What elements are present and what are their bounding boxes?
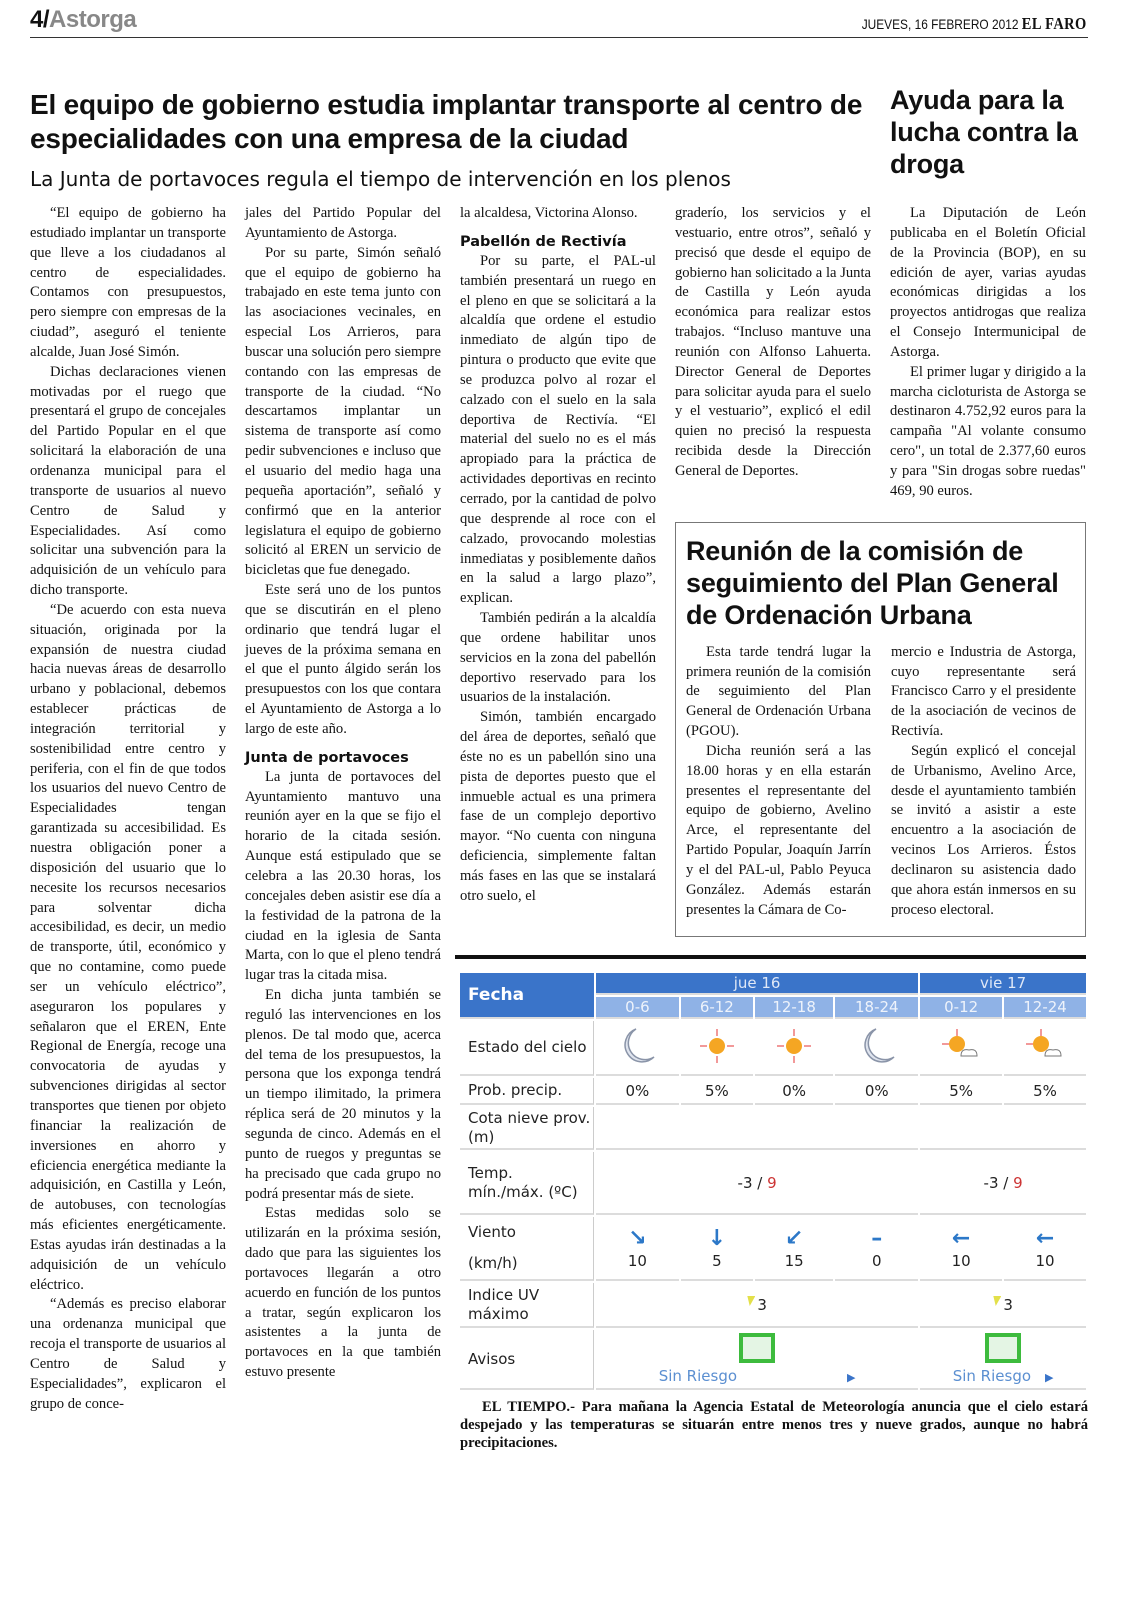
temp-cell: -3 / 9: [920, 1152, 1086, 1215]
paragraph: Por su parte, Simón señaló que el equipo de gobierno ha trabajado en este tema junto con las asociaciones vecinales, en especial Los Arrieros, para buscar una solución pero siempre contando con las empresas de transporte de la ciudad. “No descartamos implantar un sistema de transporte así como pedir subvenciones e incluso que el usuario del medio haga una pequeña aportación”, señaló y confirmó que en la anterior legislatura el equipo de gobierno solicitó al EREN un servicio de bicicletas que fue denegado.: [245, 244, 441, 579]
wind-cell: [835, 1217, 918, 1281]
no-risk-icon: [739, 1333, 775, 1363]
wind-arrow-icon: ↘: [628, 1226, 647, 1252]
paragraph: “Además es preciso elaborar una ordenanza municipal que recoja el transporte de usuarios al Centro de Salud y Especialidades”, explicaron el grupo de conce-: [30, 1296, 226, 1412]
box-headline: Reunión de la comisión de seguimiento del Plan General de Ordenación Urbana: [686, 535, 1059, 630]
row-label: Temp. mín./máx. (ºC): [460, 1152, 594, 1215]
paragraph: Esta tarde tendrá lugar la primera reunión de la comisión de seguimiento del Plan General de Ordenación Urbana (PGOU).: [686, 643, 871, 740]
wind-arrow-icon: ←: [1035, 1226, 1055, 1252]
period-header: 0-12: [920, 997, 1002, 1019]
paragraph: La junta de portavoces del Ayuntamiento mantuvo una reunión ayer en la que se fijo el horario de la citada sesión. Aunque está estipulado que se celebra a las 20.30 horas, los concejales deben asistir ese día a la festividad de la patrona de la ciudad en la iglesia de Santa Marta, con lo que el pleno tendrá lugar tras la citada misa.: [245, 768, 441, 984]
wind-speed: 10: [1035, 1252, 1055, 1271]
precip-value: 5%: [681, 1078, 753, 1105]
row-label: Prob. precip.: [460, 1078, 594, 1105]
play-arrow-icon: ▶: [1045, 1371, 1054, 1385]
wind-cell: [681, 1217, 753, 1281]
fecha-header: Fecha: [460, 973, 594, 1019]
wind-speed: 0: [872, 1252, 882, 1271]
paragraph: graderío, los servicios y el vestuario, entre otros”, señaló y precisó que desde el equipo de gobierno han solicitado a la Junta de Castilla y León ayuda económica para realizar estos trabajos. “Incluso mantuve una reunión con Alfonso Lahuerta. Director General de Deportes para solicitar ayuda para el suelo y el vestuario”, explicó el edil quien no precisó la respuesta recibida desde la Dirección General de Deportes.: [675, 205, 871, 479]
wind-speed: 10: [951, 1252, 971, 1271]
paragraph: Estas medidas solo se utilizarán en la próxima sesión, dado que para las siguientes los portavoces llegarán a otro acuerdo en función de los puntos a tratar, según explicaron los asistentes a la junta de portavoces en la que también estuvo presente: [245, 1205, 441, 1381]
period-header: 18-24: [835, 997, 918, 1019]
warning-label: Sin Riesgo: [658, 1367, 738, 1386]
sun-icon: [774, 1026, 814, 1066]
section-label: [30, 6, 136, 34]
uv-cell: [920, 1283, 1086, 1328]
box-column-2: [891, 643, 1076, 921]
wind-unit-label: (km/h): [468, 1254, 518, 1273]
wind-cell: [920, 1217, 1002, 1281]
paragraph: jales del Partido Popular del Ayuntamiento de Astorga.: [245, 205, 441, 241]
paragraph: Dicha reunión será a las 18.00 horas y en ella estarán presentes el representante del equipo de gobierno, Avelino Arce, el representante del Partido Popular, Joaquín Jarrín y el del PAL-ul, Pablo Peyuca González. Además estarán presentes la Cámara de Co-: [686, 742, 871, 918]
newspaper-name: EL FARO: [1022, 14, 1087, 33]
warning-cell[interactable]: [920, 1330, 1086, 1390]
row-label: Cota nieve prov.(m): [460, 1107, 594, 1150]
weather-table: [458, 971, 1088, 1392]
weather-rule: [455, 955, 1086, 959]
moon-icon: [614, 1026, 660, 1066]
issue-date: JUEVES, 16 FEBRERO 2012: [862, 16, 1019, 32]
temp-min: -3: [737, 1173, 753, 1192]
article-column-4: [675, 204, 871, 482]
section-name: Astorga: [49, 6, 137, 33]
wind-arrow-icon: ←: [951, 1226, 971, 1252]
main-subheadline: La Junta de portavoces regula el tiempo de intervención en los plenos: [30, 167, 731, 191]
row-label: Indice UV máximo: [460, 1283, 594, 1328]
row-label: [460, 1217, 594, 1281]
sidebar-text: [890, 204, 1086, 502]
paragraph: la alcaldesa, Victorina Alonso.: [460, 205, 638, 221]
paragraph: Simón, también encargado del área de deportes, señaló que éste no es un pabellón sino una pista de deportes puesto que el inmueble actual es una primera fase de un complejo deportivo mayor. “No cuenta con ninguna deficiencia, simplemente faltan más fases en las que se instalará otro suelo, el: [460, 709, 656, 904]
moon-icon: [854, 1026, 900, 1066]
wind-label: Viento: [468, 1223, 516, 1242]
weather-caption: [460, 1398, 1088, 1452]
no-risk-icon: [985, 1333, 1021, 1363]
paragraph: Por su parte, el PAL-ul también presentará un ruego en el pleno en que se solicitará a la alcaldía que ordene el estudio inmediato de algún tipo de pintura o producto que evite que se produzca polvo al rozar el calzado con el suelo en la sala deportiva de Rectivía. “El material del suelo no es el más apropiado para la práctica de actividades deportivas en recinto cerrado, por la cantidad de polvo que desprende al roce con el calzado, provocando molestias inmediatas y posiblemente daños en la salud a largo plazo”, explican.: [460, 252, 656, 607]
snow-cell: [596, 1107, 918, 1150]
paragraph: La Diputación de León publicaba en el Boletín Oficial de la Provincia (BOP), en su edición de ayer, varias ayudas económicas dirigidas a los proyectos antidrogas que realiza el Consejo Intermunicipal de Astorga.: [890, 205, 1086, 360]
wind-speed: 10: [627, 1252, 647, 1271]
precip-value: 0%: [835, 1078, 918, 1105]
wind-cell: [1004, 1217, 1086, 1281]
article-column-3: [460, 204, 656, 907]
paragraph: El primer lugar y dirigido a la marcha cicloturista de Astorga se destinaron 4.752,92 euros para la campaña "Al volante consumo cero", un total de 2.377,60 euros y para "Sin drogas sobre ruedas" 469, 90 euros.: [890, 363, 1086, 499]
precip-value: 0%: [755, 1078, 834, 1105]
sun-cloud-icon: [1023, 1026, 1067, 1066]
wind-arrow-icon: –: [871, 1226, 883, 1252]
paragraph: Según explicó el concejal de Urbanismo, Avelino Arce, desde el ayuntamiento también se invitó a asistir a este encuentro a la asociación de vecinos Los Arrieros. Éstos declinaron su asistencia dado que ahora están inmersos en su proceso electoral.: [891, 742, 1076, 918]
paragraph: Este será uno de los puntos que se discutirán en el pleno ordinario que tendrá lugar el jueves de la próxima semana en el que el punto álgido serán los presupuestos con los que contara el Ayuntamiento de Astorga a lo largo de este año.: [245, 582, 441, 737]
uv-cell: [596, 1283, 918, 1328]
snow-cell: [920, 1107, 1086, 1150]
caption-lead: EL TIEMPO.-: [482, 1399, 575, 1416]
period-header: 0-6: [596, 997, 679, 1019]
temp-max: 9: [1013, 1173, 1023, 1192]
precip-value: 5%: [1004, 1078, 1086, 1105]
period-header: 6-12: [681, 997, 753, 1019]
precip-value: 0%: [596, 1078, 679, 1105]
box-columns: [686, 643, 1075, 921]
uv-value: 3: [757, 1295, 767, 1314]
paragraph: También pedirán a la alcaldía que ordene habilitar unos servicios en la zona del pabellón deportivo reservado para los usuarios de la instalación.: [460, 610, 656, 706]
paragraph: “El equipo de gobierno ha estudiado implantar un transporte que lleve a los ciudadanos al centro de especialidades. Contamos con presupuestos, pero siempre con empresas de la ciudad”, aseguró el teniente alcalde, Juan José Simón.: [30, 205, 226, 360]
warning-label: Sin Riesgo: [952, 1367, 1032, 1386]
uv-flag-icon: [747, 1296, 755, 1306]
caption-text: Para mañana la Agencia Estatal de Meteorología anuncia que el cielo estará despejado y las temperaturas se situarán entre menos tres y nueve grados, aunque no habrá precipitaciones.: [460, 1399, 1088, 1452]
temp-max: 9: [767, 1173, 777, 1192]
box-column-1: [686, 643, 871, 921]
subhead-junta: Junta de portavoces: [245, 749, 409, 766]
day-header: jue 16: [596, 973, 918, 995]
paragraph: En dicha junta también se reguló las intervenciones en los plenos. De tal modo que, acerca del tema de los presupuestos, la persona que los exponga tendrá un tiempo ilimitado, la primera réplica será de 20 minutos y la segunda de cinco. Además en el punto de ruegos y preguntas se ha precisado que cada grupo no podrá presentar más de siete.: [245, 987, 441, 1202]
wind-speed: 5: [712, 1252, 722, 1271]
sidebar-headline: Ayuda para la lucha contra la droga: [890, 85, 1078, 179]
wind-speed: 15: [784, 1252, 804, 1271]
period-header: 12-24: [1004, 997, 1086, 1019]
wind-cell: [755, 1217, 834, 1281]
dateline: [862, 14, 1087, 34]
page-number: 4/: [30, 6, 50, 33]
precip-value: 5%: [920, 1078, 1002, 1105]
paragraph: “De acuerdo con esta nueva situación, originada por la expansión de nuestra ciudad hacia nuevas áreas de desarrollo urbano y poblacional, debemos establecer prácticas de integración territorial y sostenibilidad entre centro y periferia, con el fin de que todos los usuarios del nuevo Centro de Especialidades tengan garantizada su accesibilidad. Es nuestra obligación poner a disposición del usuario que lo necesite los recursos necesarios para solventar dicha accesibilidad, es decir, un medio de transporte, útil, económico y que no contamine, como puede ser un vehículo eléctrico”, aseguraron los populares y señalaron que el EREN, Ente Regional de Energía, recoge una convocatoria de ayudas y subvenciones dirigidas al sector transportes que tienen por objeto financiar la realización de inversiones en ahorro y eficiencia energética mediante la adquisición, en Castilla y León, de autobuses, con tecnologías más eficientes energéticamente. Estas ayudas irán destinadas a la adquisición de un vehículo eléctrico.: [30, 601, 226, 1293]
temp-cell: -3 / 9: [596, 1152, 918, 1215]
weather-section: [458, 955, 1086, 1392]
sun-icon: [697, 1026, 737, 1066]
article-column-2: [245, 204, 441, 1383]
temp-min: -3: [983, 1173, 999, 1192]
uv-value: 3: [1003, 1295, 1013, 1314]
play-arrow-icon: ▶: [847, 1371, 856, 1385]
subhead-pabellon: Pabellón de Rectivía: [460, 233, 627, 250]
article-column-1: [30, 204, 226, 1414]
uv-flag-icon: [993, 1296, 1001, 1306]
page-body: [30, 84, 1090, 1452]
wind-cell: [596, 1217, 679, 1281]
pgou-box: [675, 522, 1086, 938]
main-headline: El equipo de gobierno estudia implantar transporte al centro de especialidades con una empresa de la ciudad: [30, 89, 863, 154]
period-header: 12-18: [755, 997, 834, 1019]
header-rule: [30, 37, 1088, 38]
row-label: Avisos: [460, 1330, 594, 1390]
paragraph: mercio e Industria de Astorga, cuyo representante será Francisco Carro y el presidente de la asociación de vecinos de Rectivía.: [891, 643, 1076, 740]
day-header: vie 17: [920, 973, 1086, 995]
wind-arrow-icon: ↙: [784, 1226, 804, 1252]
paragraph: Dichas declaraciones vienen motivadas por el ruego que presentará el grupo de concejales del Partido Popular en el que solicitará la elaboración de una ordenanza municipal para el transporte de usuarios al nuevo Centro de Salud y Especialidades. Así como solicitar una subvención para la adquisición de un vehículo para dicho transporte.: [30, 363, 226, 599]
wind-arrow-icon: ↓: [707, 1226, 727, 1252]
row-label: Estado del cielo: [460, 1021, 594, 1076]
sun-cloud-icon: [939, 1026, 983, 1066]
warning-cell[interactable]: [596, 1330, 918, 1390]
